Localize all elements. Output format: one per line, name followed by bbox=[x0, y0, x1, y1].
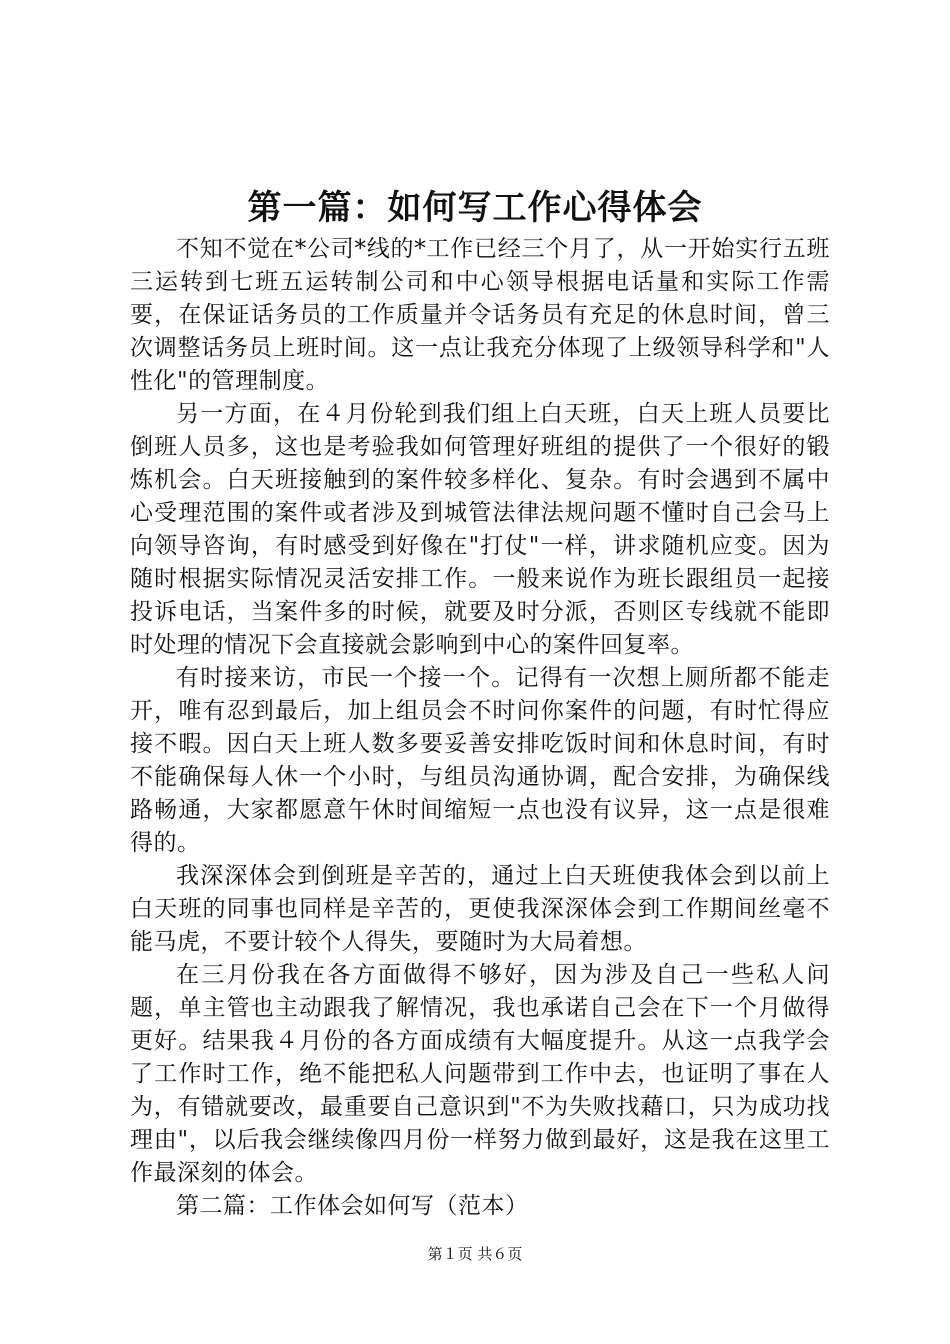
paragraph: 不知不觉在*公司*线的*工作已经三个月了，从一开始实行五班三运转到七班五运转制公司和中心领导根据电话量和实际工作需要，在保证话务员的工作质量并令话务员有充足的休息时间，曾三次调整话务员上班时间。这一点让我充分体现了上级领导科学和"人性化"的管理制度。 bbox=[130, 236, 830, 394]
paragraph: 在三月份我在各方面做得不够好，因为涉及自己一些私人问题，单主管也主动跟我了解情况，我也承诺自己会在下一个月做得更好。结果我４月份的各方面成绩有大幅度提升。从这一点我学会了工作时工作，绝不能把私人问题带到工作中去，也证明了事在人为，有错就要改，最重要自己意识到"不为失败找藉口，只为成功找理由"，以后我会继续像四月份一样努力做到最好，这是我在这里工作最深刻的体会。 bbox=[130, 962, 830, 1186]
paragraph: 另一方面，在４月份轮到我们组上白天班，白天上班人员要比倒班人员多，这也是考验我如何管理好班组的提供了一个很好的锻炼机会。白天班接触到的案件较多样化、复杂。有时会遇到不属中心受理范围的案件或者涉及到城管法律法规问题不懂时自己会马上向领导咨询，有时感受到好像在"打仗"一样，讲求随机应变。因为随时根据实际情况灵活安排工作。一般来说作为班长跟组员一起接投诉电话，当案件多的时候，就要及时分派，否则区专线就不能即时处理的情况下会直接就会影响到中心的案件回复率。 bbox=[130, 401, 830, 658]
section-heading: 第二篇：工作体会如何写（范本） bbox=[176, 1193, 529, 1219]
document-title: 第一篇：如何写工作心得体会 bbox=[247, 188, 703, 228]
paragraph: 有时接来访，市民一个接一个。记得有一次想上厕所都不能走开，唯有忍到最后，加上组员会不时问你案件的问题，有时忙得应接不暇。因白天上班人数多要妥善安排吃饭时间和休息时间，有时不能确保每人休一个小时，与组员沟通协调，配合安排，为确保线路畅通，大家都愿意午休时间缩短一点也没有议异，这一点是很难得的。 bbox=[130, 665, 830, 856]
page-footer: 第１页 共６页 bbox=[427, 1245, 523, 1263]
paragraph: 我深深体会到倒班是辛苦的，通过上白天班使我体会到以前上白天班的同事也同样是辛苦的，更使我深深体会到工作期间丝毫不能马虎，不要计较个人得失，要随时为大局着想。 bbox=[130, 863, 830, 955]
document-body bbox=[130, 233, 830, 1223]
